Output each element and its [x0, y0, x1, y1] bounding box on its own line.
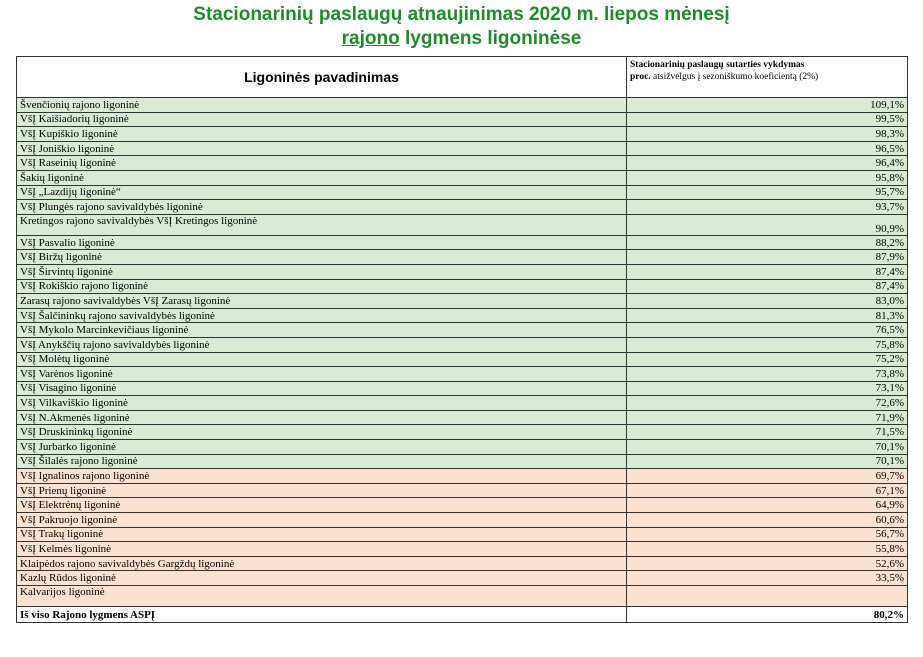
- hospital-name-cell: Zarasų rajono savivaldybės VšĮ Zarasų ligoninė: [17, 294, 627, 309]
- hospital-name-cell: VšĮ Druskininkų ligoninė: [17, 425, 627, 440]
- fulfillment-value-cell: 52,6%: [627, 556, 908, 571]
- fulfillment-value-cell: 81,3%: [627, 308, 908, 323]
- subtitle-underlined: rajono: [341, 28, 400, 49]
- fulfillment-value-cell: 88,2%: [627, 235, 908, 250]
- hospital-table: [16, 56, 908, 623]
- hospital-name-cell: VšĮ Joniškio ligoninė: [17, 141, 627, 156]
- table-row: [17, 185, 908, 200]
- fulfillment-value-cell: 33,5%: [627, 571, 908, 586]
- table-body: [17, 98, 908, 623]
- header-value-line2: atsižvelgus į sezoniškumo koeficientą (2%): [650, 72, 819, 82]
- hospital-name-cell: VšĮ Raseinių ligoninė: [17, 156, 627, 171]
- table-row: [17, 98, 908, 113]
- fulfillment-value-cell: 83,0%: [627, 294, 908, 309]
- fulfillment-value-cell: 75,8%: [627, 337, 908, 352]
- table-row: [17, 156, 908, 171]
- page-title: Stacionarinių paslaugų atnaujinimas 2020 m. liepos mėnesį: [193, 4, 730, 25]
- fulfillment-value-cell: 64,9%: [627, 498, 908, 513]
- table-row: [17, 440, 908, 455]
- table-row: [17, 337, 908, 352]
- table-row: [17, 410, 908, 425]
- table-row: [17, 112, 908, 127]
- fulfillment-value-cell: 73,1%: [627, 381, 908, 396]
- fulfillment-value-cell: 70,1%: [627, 454, 908, 469]
- hospital-name-cell: Kalvarijos ligoninė: [17, 586, 627, 607]
- table-row: [17, 323, 908, 338]
- table-row: [17, 586, 908, 607]
- total-value: 80,2%: [627, 607, 908, 623]
- header-value-bold: proc.: [630, 72, 651, 82]
- fulfillment-value-cell: 56,7%: [627, 527, 908, 542]
- hospital-name-cell: VšĮ Pasvalio ligoninė: [17, 235, 627, 250]
- total-row: [17, 607, 908, 623]
- table-row: [17, 141, 908, 156]
- table-row: [17, 214, 908, 235]
- table-row: [17, 454, 908, 469]
- fulfillment-value-cell: 90,9%: [627, 214, 908, 235]
- hospital-name-cell: VšĮ Ignalinos rajono ligoninė: [17, 469, 627, 484]
- fulfillment-value-cell: 87,4%: [627, 264, 908, 279]
- hospital-name-cell: Kazlų Rūdos ligoninė: [17, 571, 627, 586]
- hospital-name-cell: VšĮ Šalčininkų rajono savivaldybės ligoninė: [17, 308, 627, 323]
- table-row: [17, 250, 908, 265]
- hospital-name-cell: VšĮ Varėnos ligoninė: [17, 367, 627, 382]
- hospital-name-cell: VšĮ Anykščių rajono savivaldybės ligoninė: [17, 337, 627, 352]
- fulfillment-value-cell: 67,1%: [627, 483, 908, 498]
- total-label: Iš viso Rajono lygmens ASPĮ: [17, 607, 627, 623]
- fulfillment-value-cell: 96,4%: [627, 156, 908, 171]
- hospital-name-cell: VšĮ Biržų ligoninė: [17, 250, 627, 265]
- fulfillment-value-cell: 70,1%: [627, 440, 908, 455]
- hospital-name-cell: VšĮ Širvintų ligoninė: [17, 264, 627, 279]
- fulfillment-value-cell: 109,1%: [627, 98, 908, 113]
- table-header-row: [17, 57, 908, 98]
- table-row: [17, 127, 908, 142]
- table-row: [17, 425, 908, 440]
- fulfillment-value-cell: 87,9%: [627, 250, 908, 265]
- table-row: [17, 367, 908, 382]
- table-row: [17, 527, 908, 542]
- table-row: [17, 498, 908, 513]
- hospital-name-cell: VšĮ Šilalės rajono ligoninė: [17, 454, 627, 469]
- hospital-name-cell: Šakių ligoninė: [17, 170, 627, 185]
- table-row: [17, 308, 908, 323]
- table-row: [17, 235, 908, 250]
- hospital-name-cell: VšĮ Pakruojo ligoninė: [17, 513, 627, 528]
- table-row: [17, 483, 908, 498]
- hospital-name-cell: VšĮ N.Akmenės ligoninė: [17, 410, 627, 425]
- table-row: [17, 556, 908, 571]
- fulfillment-value-cell: 71,5%: [627, 425, 908, 440]
- fulfillment-value-cell: 72,6%: [627, 396, 908, 411]
- fulfillment-value-cell: 93,7%: [627, 200, 908, 215]
- hospital-name-cell: VšĮ Mykolo Marcinkevičiaus ligoninė: [17, 323, 627, 338]
- table-row: [17, 200, 908, 215]
- header-hospital-name: Ligoninės pavadinimas: [17, 57, 627, 98]
- fulfillment-value-cell: 95,8%: [627, 170, 908, 185]
- table-row: [17, 352, 908, 367]
- fulfillment-value-cell: [627, 586, 908, 607]
- table-row: [17, 381, 908, 396]
- hospital-name-cell: VšĮ Kupiškio ligoninė: [17, 127, 627, 142]
- fulfillment-value-cell: 75,2%: [627, 352, 908, 367]
- fulfillment-value-cell: 76,5%: [627, 323, 908, 338]
- subtitle-rest: lygmens ligoninėse: [399, 28, 582, 49]
- table-row: [17, 396, 908, 411]
- page-subtitle: [0, 27, 923, 51]
- fulfillment-value-cell: 87,4%: [627, 279, 908, 294]
- hospital-name-cell: VšĮ Kelmės ligoninė: [17, 542, 627, 557]
- table-row: [17, 264, 908, 279]
- table-row: [17, 542, 908, 557]
- hospital-name-cell: VšĮ Visagino ligoninė: [17, 381, 627, 396]
- table-row: [17, 279, 908, 294]
- fulfillment-value-cell: 98,3%: [627, 127, 908, 142]
- hospital-name-cell: VšĮ Vilkaviškio ligoninė: [17, 396, 627, 411]
- table-row: [17, 170, 908, 185]
- hospital-name-cell: Kretingos rajono savivaldybės VšĮ Kretingos ligoninė: [17, 214, 627, 235]
- hospital-name-cell: VšĮ Prienų ligoninė: [17, 483, 627, 498]
- hospital-name-cell: VšĮ Trakų ligoninė: [17, 527, 627, 542]
- hospital-name-cell: Klaipėdos rajono savivaldybės Gargždų ligoninė: [17, 556, 627, 571]
- table-row: [17, 571, 908, 586]
- fulfillment-value-cell: 96,5%: [627, 141, 908, 156]
- hospital-name-cell: VšĮ Kaišiadorių ligoninė: [17, 112, 627, 127]
- hospital-name-cell: VšĮ Rokiškio rajono ligoninė: [17, 279, 627, 294]
- hospital-name-cell: Švenčionių rajono ligoninė: [17, 98, 627, 113]
- table-row: [17, 294, 908, 309]
- fulfillment-value-cell: 73,8%: [627, 367, 908, 382]
- table-row: [17, 469, 908, 484]
- fulfillment-value-cell: 69,7%: [627, 469, 908, 484]
- hospital-name-cell: VšĮ Jurbarko ligoninė: [17, 440, 627, 455]
- header-value-line1: Stacionarinių paslaugų sutarties vykdymas: [630, 60, 805, 70]
- table-row: [17, 513, 908, 528]
- hospital-name-cell: VšĮ Molėtų ligoninė: [17, 352, 627, 367]
- hospital-name-cell: VšĮ Plungės rajono savivaldybės ligoninė: [17, 200, 627, 215]
- fulfillment-value-cell: 71,9%: [627, 410, 908, 425]
- fulfillment-value-cell: 60,6%: [627, 513, 908, 528]
- fulfillment-value-cell: 55,8%: [627, 542, 908, 557]
- hospital-name-cell: VšĮ Elektrėnų ligoninė: [17, 498, 627, 513]
- header-contract-fulfillment: [627, 57, 908, 98]
- fulfillment-value-cell: 99,5%: [627, 112, 908, 127]
- fulfillment-value-cell: 95,7%: [627, 185, 908, 200]
- hospital-name-cell: VšĮ „Lazdijų ligoninė“: [17, 185, 627, 200]
